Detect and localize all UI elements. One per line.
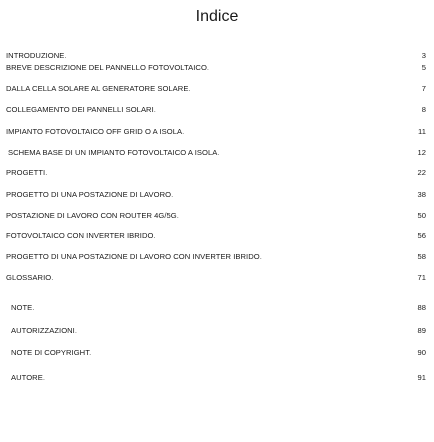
leader-dots: . (45, 168, 48, 177)
toc-entry-page: 58 (417, 252, 426, 261)
toc-entry-label: FOTOVOLTAICO CON INVERTER IBRIDO. (6, 231, 156, 240)
toc-entry[interactable] (0, 126, 434, 138)
toc-entry[interactable] (0, 189, 434, 201)
leader-dots: . (182, 127, 185, 136)
toc-entry-label: NOTE DI COPYRIGHT. (11, 348, 92, 357)
toc-entry[interactable] (0, 83, 434, 95)
toc-entry-page: 8 (421, 105, 426, 114)
toc-entry-label: INTRODUZIONE. (6, 51, 67, 60)
toc-entry-page: 38 (417, 190, 426, 199)
toc-entry[interactable] (0, 210, 434, 222)
toc-entry[interactable] (0, 50, 434, 62)
leader-dots: . (188, 84, 191, 93)
toc-entry-label: COLLEGAMENTO DEI PANNELLI SOLARI. (6, 105, 156, 114)
toc-entry[interactable] (0, 372, 434, 384)
leader-dots: . (153, 231, 156, 240)
toc-entry-page: 88 (417, 303, 426, 312)
toc-entry[interactable] (0, 251, 434, 263)
toc-entry[interactable] (0, 347, 434, 359)
toc-entry-page: 91 (417, 373, 426, 382)
toc-entry-label: BREVE DESCRIZIONE DEL PANNELLO FOTOVOLTAICO. (6, 63, 210, 72)
leader-dots: . (64, 51, 67, 60)
leader-dots: . (42, 373, 45, 382)
toc-entry-page: 11 (418, 127, 426, 136)
toc-entry-label: PROGETTI. (6, 168, 48, 177)
leader-dots: . (176, 211, 179, 220)
leader-dots: . (171, 190, 174, 199)
toc-entry-label: AUTORE. (11, 373, 45, 382)
toc-entry-label: GLOSSARIO. (6, 273, 54, 282)
toc-entry[interactable] (0, 230, 434, 242)
toc-entry-page: 56 (417, 231, 426, 240)
toc-entry-label: NOTE. (11, 303, 35, 312)
leader-dots: . (153, 105, 156, 114)
toc-entry-page: 3 (421, 51, 426, 60)
toc-entry-page: 71 (417, 273, 426, 282)
toc-entry[interactable] (0, 325, 434, 337)
leader-dots: . (32, 303, 35, 312)
toc-entry-label: AUTORIZZAZIONI. (11, 326, 78, 335)
toc-entry-page: 22 (417, 168, 426, 177)
leader-dots: . (259, 252, 262, 261)
toc-entry-label: SCHEMA BASE DI UN IMPIANTO FOTOVOLTAICO A ISOLA. (8, 148, 220, 157)
toc-entry[interactable] (0, 147, 434, 159)
toc-entry-page: 90 (417, 348, 426, 357)
toc-entry-label: DALLA CELLA SOLARE AL GENERATORE SOLARE. (6, 84, 191, 93)
toc-entry-label: POSTAZIONE DI LAVORO CON ROUTER 4G/5G. (6, 211, 179, 220)
leader-dots: . (206, 63, 210, 72)
toc-entry-page: 12 (417, 148, 426, 157)
toc-entry-page: 5 (421, 63, 426, 72)
toc-entry-page: 89 (417, 326, 426, 335)
leader-dots: . (51, 273, 54, 282)
toc-entry-label: PROGETTO DI UNA POSTAZIONE DI LAVORO CON INVERTER IBRIDO. (6, 252, 262, 261)
toc-entry-label: PROGETTO DI UNA POSTAZIONE DI LAVORO. (6, 190, 174, 199)
toc-entry-label: IMPIANTO FOTOVOLTAICO OFF GRID O A ISOLA. (6, 127, 185, 136)
toc-entry[interactable] (0, 104, 434, 116)
toc-entry[interactable] (0, 167, 434, 179)
page-title: Indice (195, 8, 239, 25)
leader-dots: . (217, 148, 220, 157)
toc-entry-page: 7 (421, 84, 426, 93)
toc-entry[interactable] (0, 272, 434, 284)
toc-entry[interactable] (0, 302, 434, 314)
toc-entry-page: 50 (417, 211, 426, 220)
toc-entry[interactable] (0, 62, 434, 74)
leader-dots: . (74, 326, 78, 335)
leader-dots: . (89, 348, 92, 357)
